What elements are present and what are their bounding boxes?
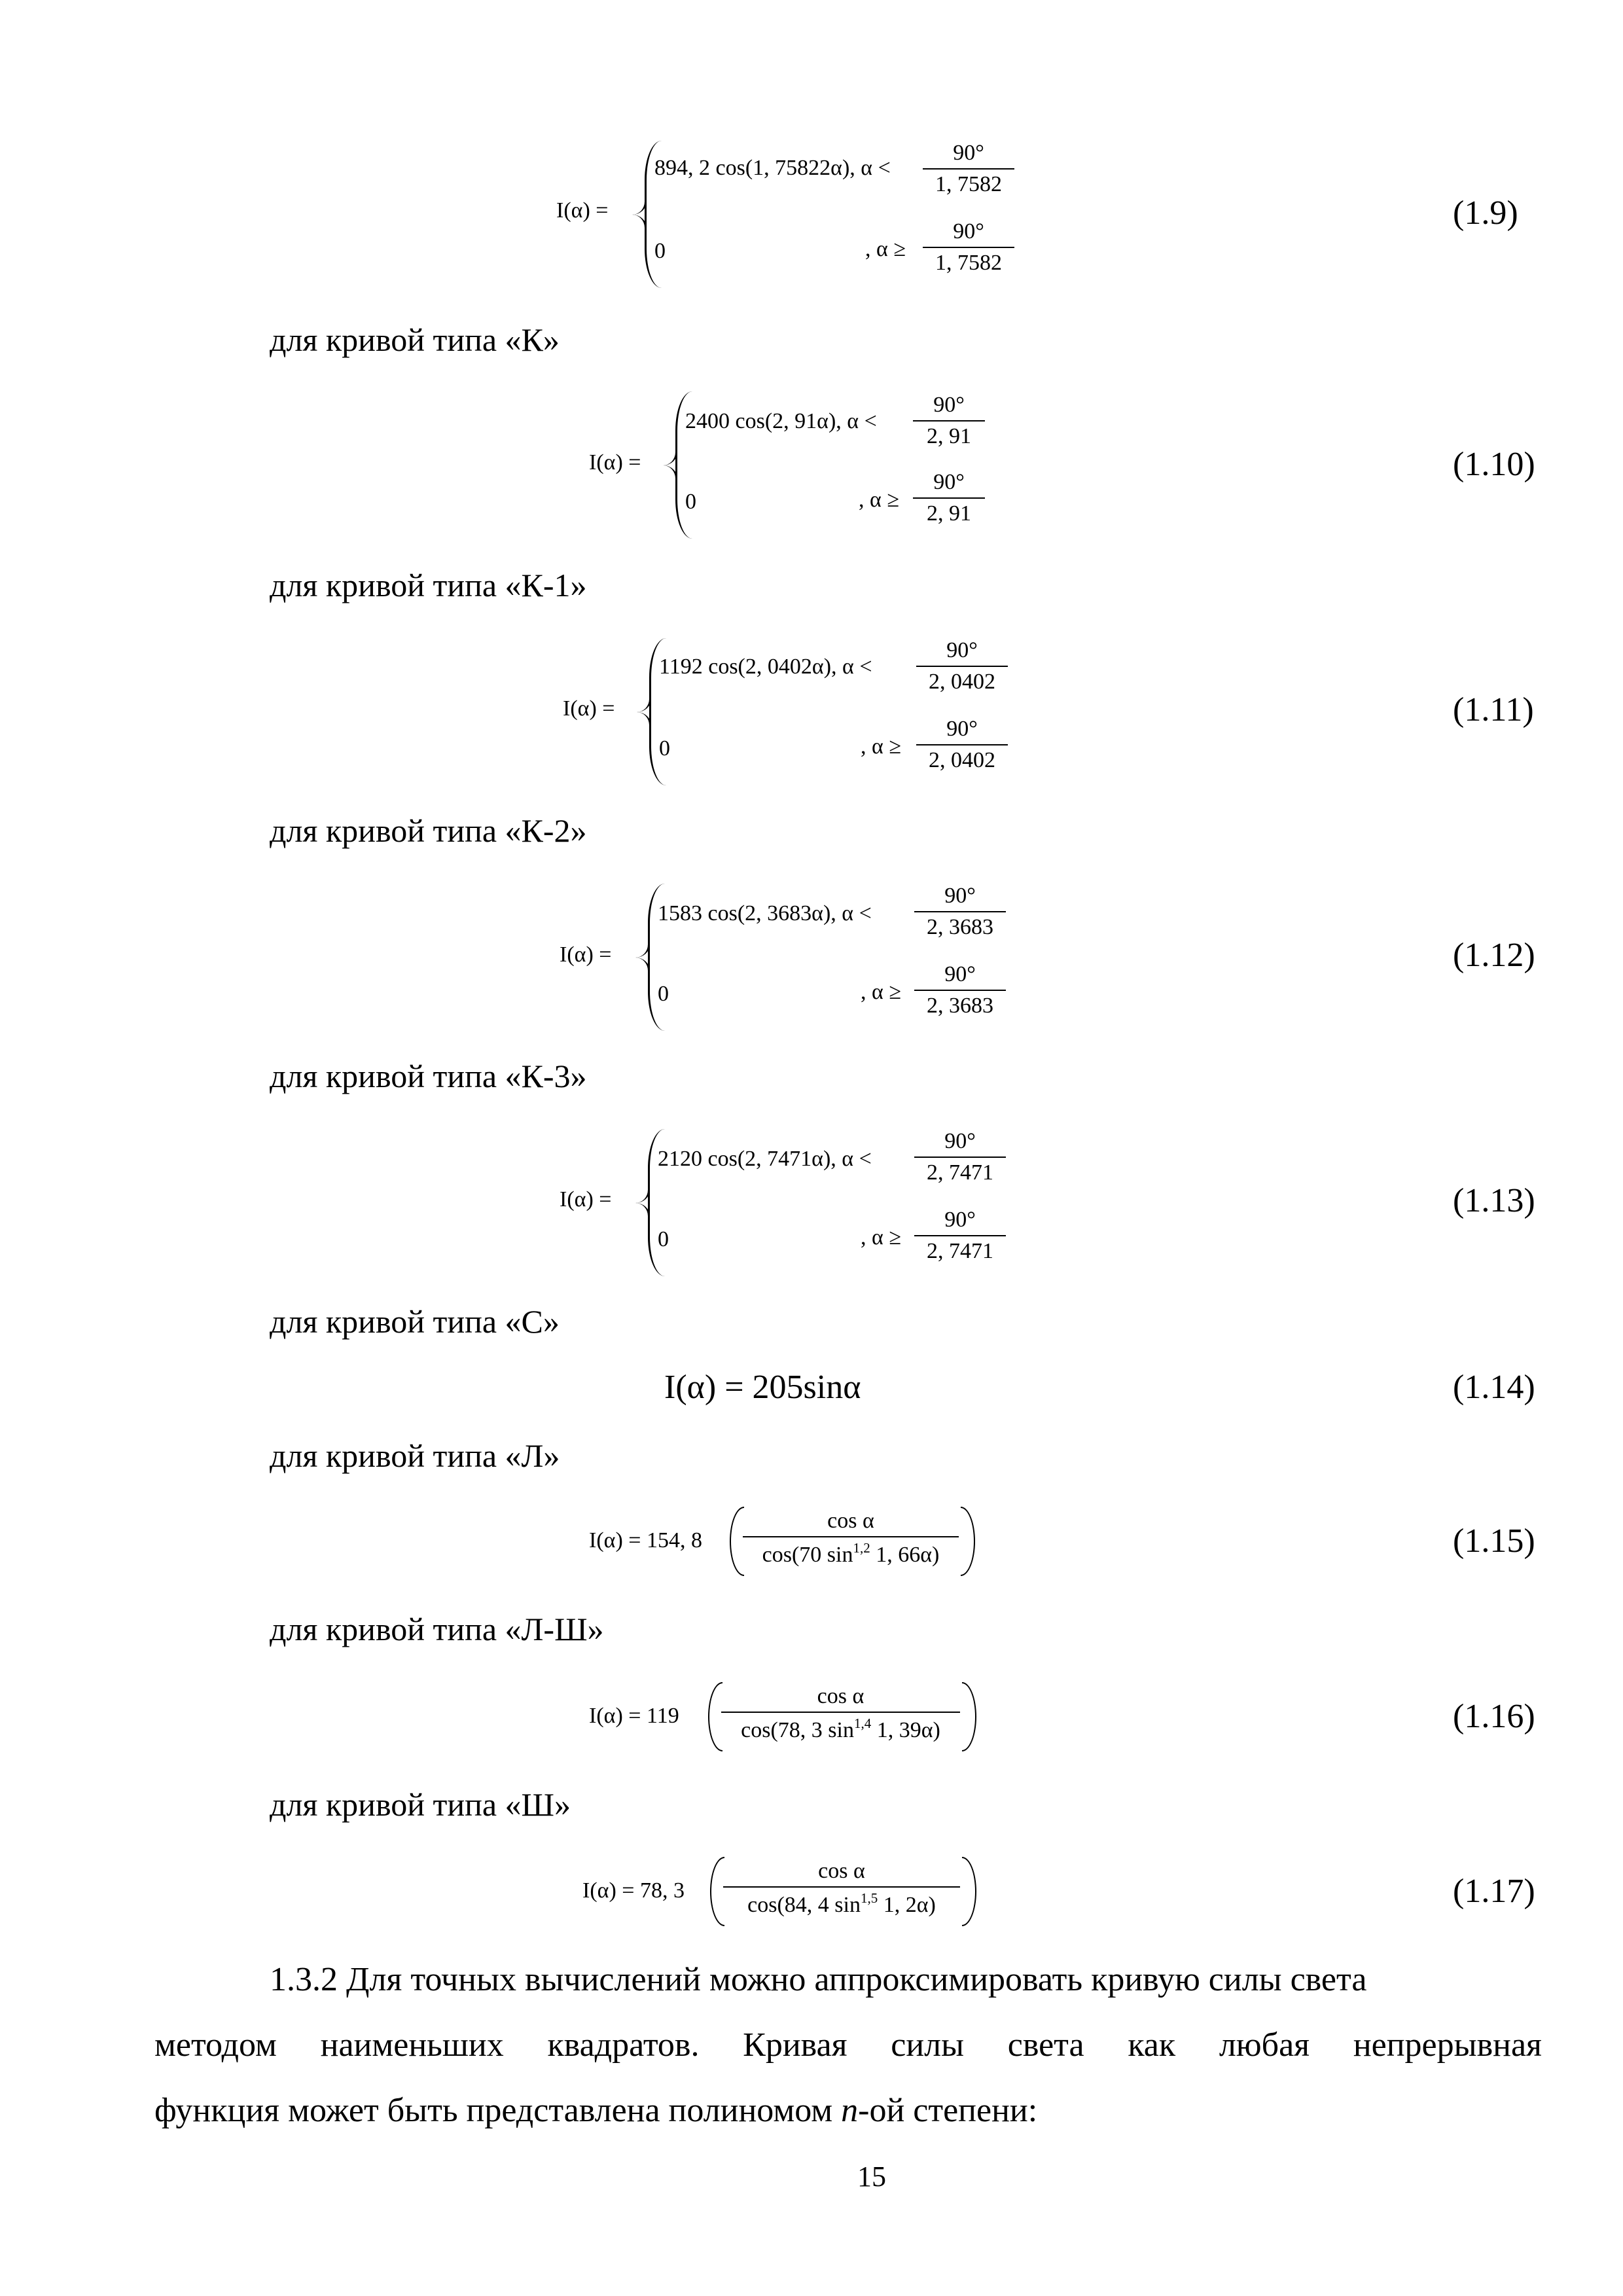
- eq14-expr: I(α) = 205sinα: [664, 1369, 861, 1406]
- eq12-zero: 0: [658, 982, 669, 1006]
- eq13-expr: 2120 cos(2, 7471α), α <: [658, 1147, 872, 1171]
- page-number: 15: [857, 2161, 886, 2193]
- paragraph-word: квадратов.: [547, 2026, 700, 2064]
- eq13-lhs: I(α) =: [560, 1187, 612, 1211]
- eq17-lhs: I(α) = 78, 3: [582, 1878, 685, 1903]
- eq12-frac-bottom: $\frac{90^\circ}{2, 3683}$: [914, 962, 1006, 1018]
- eq15-paren-right: [961, 1507, 975, 1576]
- eq12-number: (1.12): [1453, 937, 1535, 974]
- eq9-cond-geq: , α ≥: [865, 237, 906, 261]
- eq11-frac-bottom: $\frac{90^\circ}{2, 0402}$: [916, 717, 1008, 773]
- eq11-number: (1.11): [1453, 691, 1534, 728]
- paragraph-word: света: [1007, 2026, 1084, 2064]
- label-curve-k3: для кривой типа «К-3»: [270, 1058, 587, 1094]
- paragraph-word: Кривая: [743, 2026, 847, 2064]
- eq11-cond-geq: , α ≥: [861, 734, 901, 759]
- paragraph-word: как: [1128, 2026, 1176, 2064]
- eq11-expr: 1192 cos(2, 0402α), α <: [659, 655, 872, 679]
- eq13-number: (1.13): [1453, 1182, 1535, 1219]
- eq16-fraction: $\frac{\text{cos α}}{\cos(78, 3 \sin^{1,4} 1, 39\alpha)}$: [721, 1684, 960, 1743]
- eq13-cond-geq: , α ≥: [861, 1225, 901, 1249]
- eq13-frac-bottom: $\frac{90^\circ}{2, 7471}$: [914, 1208, 1006, 1264]
- eq16-paren-right: [962, 1682, 976, 1751]
- eq16-number: (1.16): [1453, 1698, 1535, 1735]
- paragraph-line-1: 1.3.2 Для точных вычислений можно аппроксимировать кривую силы света: [270, 1961, 1367, 1998]
- eq15-paren-left: [730, 1507, 744, 1576]
- eq11-frac-top: $\frac{90^\circ}{2, 0402}$: [916, 638, 1008, 694]
- eq15-lhs: I(α) = 154, 8: [589, 1528, 702, 1552]
- eq11-lhs: I(α) =: [563, 696, 615, 721]
- eq13-zero: 0: [658, 1227, 669, 1251]
- eq12-expr: 1583 cos(2, 3683α), α <: [658, 901, 872, 925]
- eq10-frac-top: $\frac{90^\circ}{2, 91}$: [913, 393, 985, 449]
- eq12-frac-top: $\frac{90^\circ}{2, 3683}$: [914, 884, 1006, 940]
- eq11-zero: 0: [659, 736, 670, 761]
- eq17-paren-left: [710, 1857, 724, 1926]
- eq16-lhs: I(α) = 119: [589, 1704, 679, 1728]
- label-curve-l: для кривой типа «Л»: [270, 1437, 560, 1474]
- paragraph-word: любая: [1219, 2026, 1310, 2064]
- eq17-fraction: $\frac{\text{cos α}}{\cos(84, 4 \sin^{1,5} 1, 2\alpha)}$: [723, 1859, 960, 1918]
- eq10-zero: 0: [685, 490, 696, 514]
- label-curve-c: для кривой типа «С»: [270, 1303, 560, 1340]
- eq10-number: (1.10): [1453, 446, 1535, 483]
- eq17-number: (1.17): [1453, 1873, 1535, 1910]
- eq9-frac-top: $\frac{90^\circ}{1, 7582}$: [923, 141, 1014, 197]
- eq15-number: (1.15): [1453, 1522, 1535, 1560]
- eq12-cond-geq: , α ≥: [861, 980, 901, 1004]
- label-curve-lsh: для кривой типа «Л-Ш»: [270, 1611, 604, 1647]
- paragraph-word: силы: [891, 2026, 965, 2064]
- eq9-frac-bottom: $\frac{90^\circ}{1, 7582}$: [923, 219, 1014, 276]
- eq16-paren-left: [708, 1682, 722, 1751]
- eq15-fraction: $\frac{\text{cos α}}{\cos(70 \sin^{1,2} 1, 66\alpha)}$: [743, 1509, 959, 1568]
- label-curve-k2: для кривой типа «К-2»: [270, 812, 587, 849]
- paragraph-line-3: функция может быть представлена полиномом n-ой степени:: [154, 2092, 1038, 2129]
- eq14-number: (1.14): [1453, 1369, 1535, 1406]
- label-curve-sh: для кривой типа «Ш»: [270, 1786, 571, 1823]
- label-curve-k: для кривой типа «К»: [270, 321, 560, 358]
- eq9-expr: 894, 2 cos(1, 75822α), α <: [654, 156, 891, 180]
- eq10-cond-geq: , α ≥: [859, 488, 899, 512]
- eq9-lhs: I(α) =: [556, 198, 609, 223]
- eq17-paren-right: [962, 1857, 976, 1926]
- eq10-lhs: I(α) =: [589, 450, 641, 475]
- eq10-expr: 2400 cos(2, 91α), α <: [685, 409, 877, 433]
- paragraph-line-2: [154, 2026, 1542, 2064]
- eq9-number: (1.9): [1453, 194, 1518, 232]
- eq10-frac-bottom: $\frac{90^\circ}{2, 91}$: [913, 470, 985, 526]
- paragraph-word: методом: [154, 2026, 277, 2064]
- label-curve-k1: для кривой типа «К-1»: [270, 567, 587, 603]
- eq9-zero: 0: [654, 239, 666, 263]
- eq13-frac-top: $\frac{90^\circ}{2, 7471}$: [914, 1129, 1006, 1185]
- paragraph-word: непрерывная: [1353, 2026, 1542, 2064]
- eq12-lhs: I(α) =: [560, 942, 612, 967]
- paragraph-word: наименьших: [320, 2026, 504, 2064]
